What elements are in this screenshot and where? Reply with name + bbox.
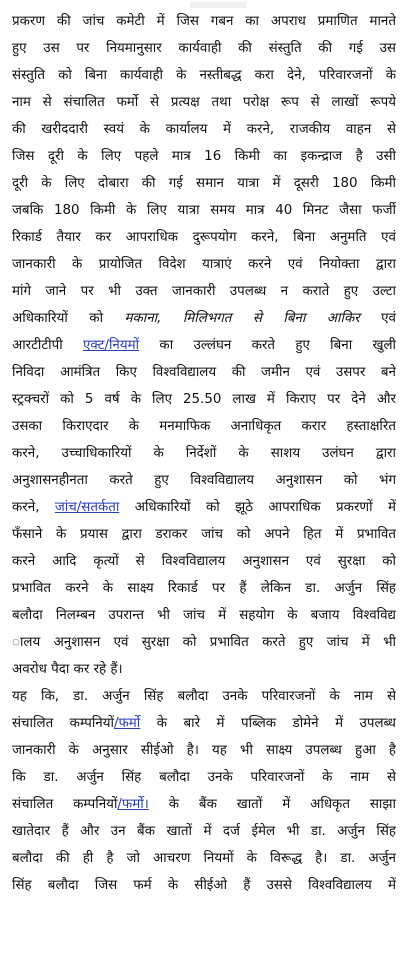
text-segment: स्ट्रक्चरों को 5 वर्ष के लिए 25.50 लाख में किराए पर देने और xyxy=(12,392,396,407)
text-line xyxy=(12,386,396,413)
text-line xyxy=(12,872,396,899)
text-segment: आरटीटीपी xyxy=(12,338,83,353)
text-segment: जानकारी के अनुसार सीईओ है। यह भी साक्ष्य उपलब्ध हुआ है xyxy=(12,743,396,758)
text-segment: कि डा. अर्जुन सिंह बलौदा उनके परिवारजनों के नाम से xyxy=(12,770,396,785)
text-segment: संस्तुति को बिना कार्यवाही के नस्तीबद्ध करा देने, परिवारजनों के xyxy=(12,68,396,83)
text-segment: यह कि, डा. अर्जुन सिंह बलौदा उनके परिवारजनों के नाम से xyxy=(12,689,396,704)
text-line xyxy=(12,359,396,386)
text-line xyxy=(12,251,396,278)
text-segment: उसका किराएदार के मनमाफिक अनाधिकृत करार हस्ताक्षरित xyxy=(12,419,396,434)
text-line xyxy=(12,818,396,845)
text-line xyxy=(12,8,396,35)
text-line xyxy=(12,62,396,89)
text-line xyxy=(12,602,396,629)
text-line xyxy=(12,764,396,791)
text-line xyxy=(12,197,396,224)
text-segment: अनुशासनहीनता करते हुए विश्वविद्यालय अनुशासन को भंग xyxy=(12,473,396,488)
text-segment: फँसाने के प्रयास द्वारा डराकर जांच को अपने हित में प्रभावित xyxy=(12,527,396,542)
text-segment: प्रभावित करने के साक्ष्य रिकार्ड पर हैं लेकिन डा. अर्जुन सिंह xyxy=(12,581,396,596)
text-line xyxy=(12,413,396,440)
document-body xyxy=(12,8,396,899)
text-line xyxy=(12,548,396,575)
text-line xyxy=(12,116,396,143)
text-segment: ालय अनुशासन एवं सुरक्षा को प्रभावित करते हुए जांच में भी xyxy=(12,635,396,650)
text-line xyxy=(12,89,396,116)
text-line xyxy=(12,629,396,656)
hyperlink[interactable]: /फर्मो। xyxy=(117,797,149,812)
text-line xyxy=(12,683,396,710)
hyperlink[interactable]: जांच/सतर्कता xyxy=(54,500,120,515)
text-line xyxy=(12,494,396,521)
text-segment: अधिकारियों को xyxy=(12,311,125,326)
text-line xyxy=(12,467,396,494)
text-line xyxy=(12,791,396,818)
text-line xyxy=(12,656,396,683)
hyperlink[interactable]: एक्ट/नियमों xyxy=(83,338,140,353)
text-line xyxy=(12,521,396,548)
text-line xyxy=(12,35,396,62)
text-segment: के बारे में पब्लिक डोमेने में उपलब्ध xyxy=(140,716,396,731)
text-segment: जानकारी के प्रायोजित विदेश यात्राएं करने एवं नियोक्ता द्वारा xyxy=(12,257,396,272)
text-segment: की खरीददारी स्वयं के कार्यालय में करने, राजकीय वाहन से xyxy=(12,122,396,137)
text-segment: मांगे जाने पर भी उक्त जानकारी उपलब्ध न कराते हुए उल्टा xyxy=(12,284,396,299)
text-line xyxy=(12,305,396,332)
text-segment: हुए उस पर नियमानुसार कार्यवाही की संस्तुति की गई उस xyxy=(12,41,396,56)
text-segment: अधिकारियों को झूठे आपराधिक प्रकरणों में xyxy=(119,500,396,515)
text-line xyxy=(12,845,396,872)
text-segment: संचालित कम्पनियों xyxy=(12,797,118,812)
text-segment: बलौदा निलम्बन उपरान्त भी जांच में सहयोग के बजाय विश्वविद्य xyxy=(12,608,396,623)
text-line xyxy=(12,575,396,602)
text-segment: के बैंक खातों में अधिकृत साझा xyxy=(148,797,396,812)
text-segment: बलौदा की ही है जो आचरण नियमों के विरूद्ध है। डा. अर्जुन xyxy=(12,851,396,866)
text-line xyxy=(12,224,396,251)
text-segment: जिस दूरी के लिए पहले मात्र 16 किमी का इकन्द्राज है उसी xyxy=(12,149,396,164)
text-line xyxy=(12,170,396,197)
text-line xyxy=(12,710,396,737)
text-segment: रिकार्ड तैयार कर आपराधिक दुरूपयोग करने, बिना अनुमति एवं xyxy=(12,230,396,245)
text-segment: करने आदि कृत्यों से विश्वविद्यालय अनुशासन एवं सुरक्षा को xyxy=(12,554,396,569)
text-line xyxy=(12,737,396,764)
text-segment: करने, xyxy=(12,500,55,515)
text-segment: का उल्लंघन करते हुए बिना खुली xyxy=(139,338,396,353)
text-line xyxy=(12,440,396,467)
text-segment: संचालित कम्पनियों xyxy=(12,716,114,731)
text-segment: सिंह बलौदा जिस फर्म के सीईओ हैं उससे विश्वविद्यालय में xyxy=(12,878,396,893)
text-segment: एवं xyxy=(359,311,396,326)
text-segment: करने, उच्चाधिकारियों के निर्देशों के साशय उलंघन द्वारा xyxy=(12,446,396,461)
text-line xyxy=(12,143,396,170)
text-segment: जबकि 180 किमी के लिए यात्रा समय मात्र 40 मिनट जैसा फर्जी xyxy=(12,203,396,218)
hyperlink[interactable]: /फर्मो xyxy=(113,716,141,731)
text-segment: अवरोध पैदा कर रहे हैं। xyxy=(12,662,123,677)
watermark-stamp xyxy=(188,0,248,10)
italic-text: मकाना, मिलिभगत से बिना आकिर xyxy=(124,311,360,326)
text-segment: प्रकरण की जांच कमेटी में जिस गबन का अपराध प्रमाणित मानते xyxy=(12,14,396,29)
text-segment: निविदा आमंत्रित किए विश्वविद्यालय की जमीन एवं उसपर बने xyxy=(12,365,396,380)
text-line xyxy=(12,278,396,305)
text-segment: नाम से संचालित फर्मो से प्रत्यक्ष तथा परोक्ष रूप से लाखों रूपये xyxy=(12,95,396,110)
text-segment: खातेदार हैं और उन बैंक खातों में दर्ज ईमेल भी डा. अर्जुन सिंह xyxy=(12,824,396,839)
text-line xyxy=(12,332,396,359)
text-segment: दूरी के लिए दोबारा की गई समान यात्रा में दूसरी 180 किमी xyxy=(12,176,396,191)
